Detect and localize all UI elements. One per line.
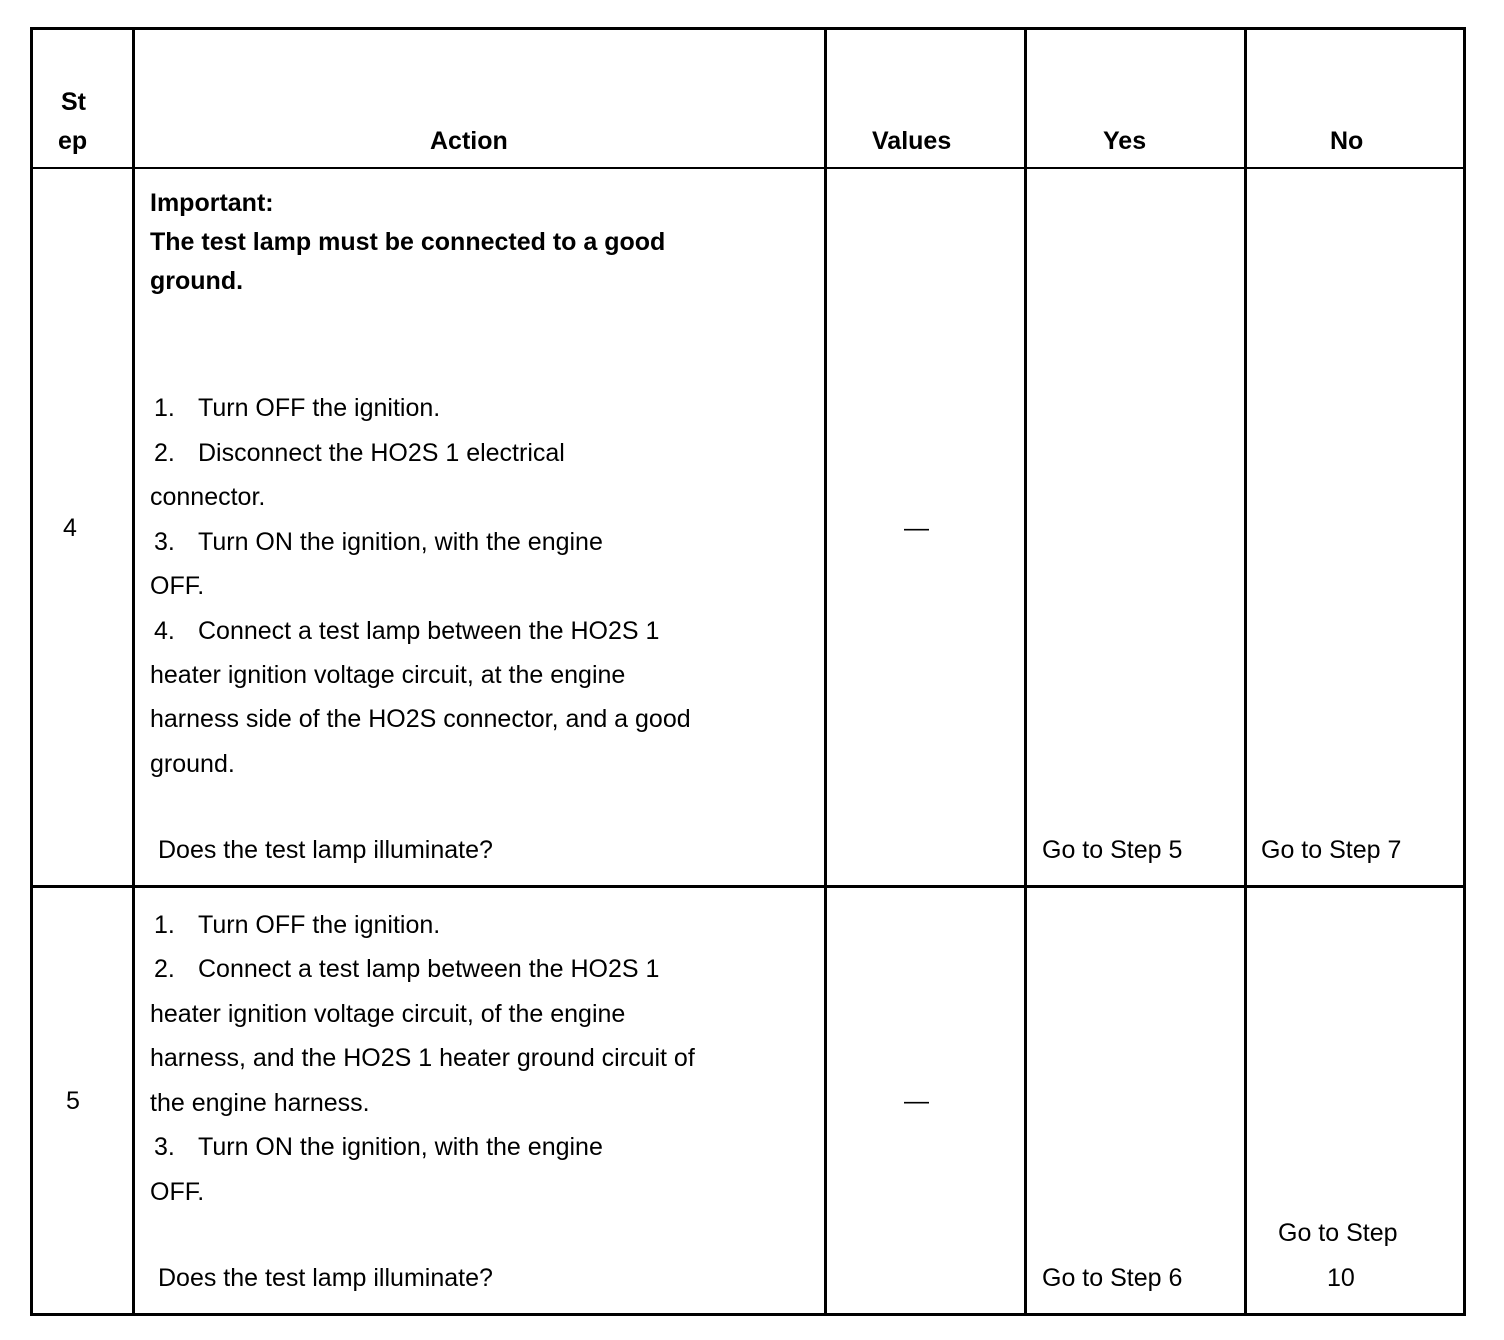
row-divider xyxy=(33,885,1463,888)
list-item xyxy=(150,910,440,940)
list-number: 2. xyxy=(154,955,175,983)
column-divider xyxy=(132,30,135,1313)
list-number: 2. xyxy=(154,439,175,467)
row-divider xyxy=(33,167,1463,169)
step-number: 5 xyxy=(66,1087,80,1115)
header-values: Values xyxy=(872,127,952,155)
header-action: Action xyxy=(430,127,508,155)
question-text: Does the test lamp illuminate? xyxy=(158,836,493,864)
value-dash: — xyxy=(904,1087,929,1115)
important-label: Important: xyxy=(150,189,274,217)
list-text: Connect a test lamp between the HO2S 1 xyxy=(198,617,660,645)
list-text: harness, and the HO2S 1 heater ground circuit of xyxy=(150,1044,695,1072)
header-yes: Yes xyxy=(1103,127,1147,155)
list-text: OFF. xyxy=(150,572,205,600)
list-item xyxy=(150,438,565,468)
step-number: 4 xyxy=(63,514,77,542)
list-text: Disconnect the HO2S 1 electrical xyxy=(198,439,565,467)
yes-outcome: Go to Step 5 xyxy=(1042,836,1183,864)
no-outcome: Go to Step xyxy=(1278,1219,1398,1247)
no-outcome: 10 xyxy=(1327,1264,1355,1292)
list-number: 1. xyxy=(154,911,175,939)
list-text: heater ignition voltage circuit, at the engine xyxy=(150,661,626,689)
header-step-line2: ep xyxy=(58,127,88,155)
list-text: Turn OFF the ignition. xyxy=(198,911,441,939)
list-number: 3. xyxy=(154,528,175,556)
column-divider xyxy=(1024,30,1027,1313)
column-divider xyxy=(824,30,827,1313)
column-divider xyxy=(1244,30,1247,1313)
list-text: OFF. xyxy=(150,1178,205,1206)
list-text: Turn ON the ignition, with the engine xyxy=(198,1133,603,1161)
value-dash: — xyxy=(904,514,929,542)
list-text: connector. xyxy=(150,483,266,511)
important-text: The test lamp must be connected to a good xyxy=(150,228,666,256)
list-text: heater ignition voltage circuit, of the engine xyxy=(150,1000,626,1028)
list-text: Turn OFF the ignition. xyxy=(198,394,441,422)
list-item xyxy=(150,616,659,646)
question-text: Does the test lamp illuminate? xyxy=(158,1264,493,1292)
yes-outcome: Go to Step 6 xyxy=(1042,1264,1183,1292)
list-number: 3. xyxy=(154,1133,175,1161)
list-item xyxy=(150,393,440,423)
list-text: Turn ON the ignition, with the engine xyxy=(198,528,603,556)
list-text: the engine harness. xyxy=(150,1089,370,1117)
header-no: No xyxy=(1330,127,1364,155)
no-outcome: Go to Step 7 xyxy=(1261,836,1402,864)
list-text: ground. xyxy=(150,750,235,778)
important-text: ground. xyxy=(150,267,244,295)
list-number: 1. xyxy=(154,394,175,422)
list-item xyxy=(150,527,603,557)
list-text: Connect a test lamp between the HO2S 1 xyxy=(198,955,660,983)
list-item xyxy=(150,1132,603,1162)
list-text: harness side of the HO2S connector, and a good xyxy=(150,705,691,733)
header-step-line1: St xyxy=(61,88,86,116)
list-item xyxy=(150,954,659,984)
list-number: 4. xyxy=(154,617,175,645)
